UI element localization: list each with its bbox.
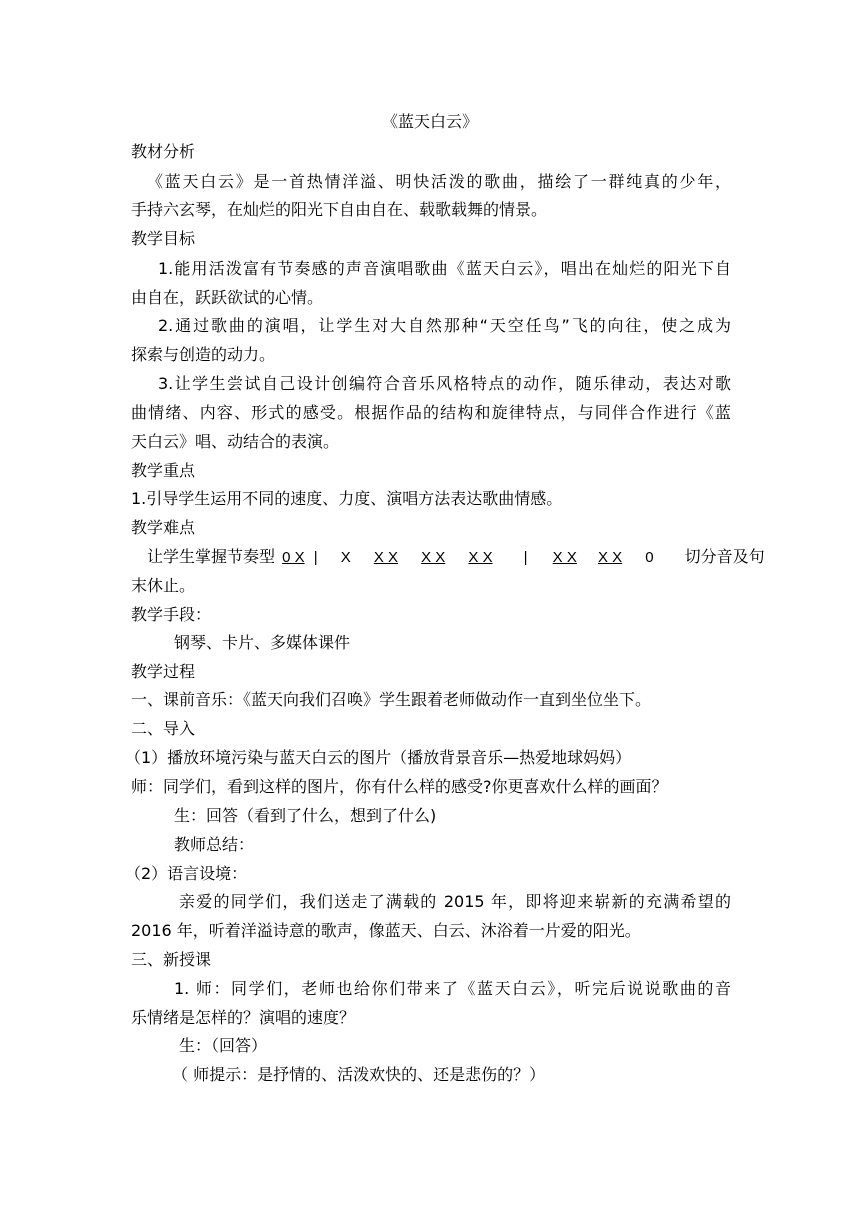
document-title: 《蓝天白云》 [381, 112, 478, 131]
goal1-line-1: 1.能用活泼富有节奏感的声音演唱歌曲《蓝天白云》，唱出在灿烂的阳光下自 [158, 259, 731, 278]
rhythm-note: X [340, 549, 351, 566]
process-line: （2）语言设境： [125, 864, 248, 883]
process-line: 乐情绪是怎样的？演唱的速度？ [131, 1008, 356, 1027]
rhythm-note: X X [597, 549, 623, 566]
rhythm-rest: 0 [645, 549, 654, 566]
rhythm-note: X X [468, 549, 493, 566]
section-heading-key: 教学重点 [131, 461, 196, 480]
process-line: 生：（回答） [179, 1036, 268, 1055]
goal3-line-1: 3.让学生尝试自己设计创编符合音乐风格特点的动作，随乐律动，表达对歌 [158, 374, 731, 393]
section-heading-analysis: 教材分析 [131, 142, 196, 161]
process-line: （1）播放环境污染与蓝天白云的图片（播放背景音乐—热爱地球妈妈） [125, 748, 632, 767]
process-line: （ 师提示：是抒情的、活泼欢快的、还是悲伤的？） [172, 1065, 546, 1084]
means-line-1: 钢琴、卡片、多媒体课件 [174, 633, 351, 652]
rhythm-note: 0 X [282, 549, 305, 566]
process-line: 教师总结： [174, 835, 255, 854]
rhythm-note: X X [373, 549, 399, 566]
rhythm-bar: | [523, 549, 528, 566]
process-line: 二、导入 [131, 719, 196, 738]
process-line: 三、新授课 [131, 950, 212, 969]
process-line: 亲爱的同学们，我们送走了满载的 2015 年，即将迎来崭新的充满希望的 [179, 892, 731, 911]
analysis-line-1: 《蓝天白云》是一首热情洋溢、明快活泼的歌曲，描绘了一群纯真的少年， [147, 172, 731, 191]
section-heading-difficulty: 教学难点 [131, 518, 196, 537]
key-line-1: 1.引导学生运用不同的速度、力度、演唱方法表达歌曲情感。 [131, 489, 563, 508]
section-heading-process: 教学过程 [131, 662, 196, 681]
goal2-line-2: 探索与创造的动力。 [131, 345, 276, 364]
goal3-line-2: 曲情绪、内容、形式的感受。根据作品的结构和旋律特点，与同伴合作进行《蓝 [131, 403, 731, 422]
goal3-line-3: 天白云》唱、动结合的表演。 [131, 432, 340, 451]
section-heading-means: 教学手段： [131, 605, 212, 624]
rhythm-note: X X [552, 549, 577, 566]
difficulty-suffix: 切分音及句 [684, 547, 765, 566]
goal1-line-2: 由自在，跃跃欲试的心情。 [131, 288, 324, 307]
process-line: 师：同学们，看到这样的图片，你有什么样的感受?你更喜欢什么样的画面？ [131, 777, 668, 796]
analysis-line-2: 手持六玄琴，在灿烂的阳光下自由自在、载歌载舞的情景。 [131, 200, 548, 219]
process-line: 生：回答（看到了什么，想到了什么) [174, 806, 437, 825]
process-line: 一、课前音乐：《蓝天向我们召唤》学生跟着老师做动作一直到坐位坐下。 [131, 690, 652, 709]
difficulty-line-2: 末休止。 [131, 576, 196, 595]
goal2-line-1: 2.通过歌曲的演唱，让学生对大自然那种“天空任鸟”飞的向往，使之成为 [158, 316, 731, 335]
process-line: 1. 师：同学们，老师也给你们带来了《蓝天白云》，听完后说说歌曲的音 [174, 979, 731, 998]
process-line: 2016 年，听着洋溢诗意的歌声，像蓝天、白云、沐浴着一片爱的阳光。 [131, 921, 641, 940]
difficulty-line-1 [147, 547, 765, 568]
rhythm-bar: | [313, 549, 318, 566]
section-heading-goals: 教学目标 [131, 229, 196, 248]
difficulty-prefix: 让学生掌握节奏型 [147, 547, 276, 566]
rhythm-note: X X [421, 549, 446, 566]
